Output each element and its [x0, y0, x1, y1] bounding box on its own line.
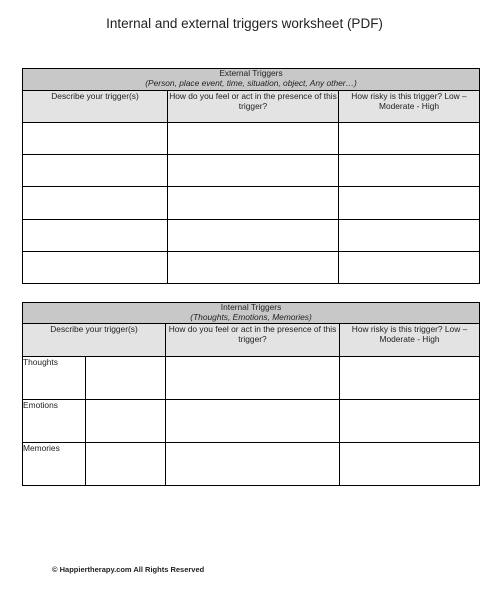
internal-column-headers	[23, 324, 480, 357]
external-describe-cell[interactable]	[23, 123, 168, 155]
footer-copyright: © Happiertherapy.com All Rights Reserved	[52, 565, 205, 574]
external-title-row	[23, 69, 480, 91]
external-feel-cell[interactable]	[168, 220, 339, 252]
internal-risk-cell[interactable]	[340, 443, 480, 486]
external-risk-cell[interactable]	[339, 155, 480, 187]
table-row	[23, 123, 480, 155]
external-feel-cell[interactable]	[168, 252, 339, 284]
internal-describe-cell[interactable]	[86, 400, 166, 443]
internal-col-describe: Describe your trigger(s)	[23, 324, 166, 357]
external-feel-cell[interactable]	[168, 155, 339, 187]
page-title: Internal and external triggers worksheet (PDF)	[106, 16, 383, 31]
external-title-cell	[23, 69, 480, 91]
external-col-feel: How do you feel or act in the presence of this trigger?	[168, 91, 339, 123]
table-row	[23, 443, 480, 486]
internal-triggers-table	[22, 302, 480, 486]
table-row	[23, 400, 480, 443]
internal-subtitle: (Thoughts, Emotions, Memories)	[190, 311, 312, 322]
external-describe-cell[interactable]	[23, 187, 168, 220]
internal-title: Internal Triggers	[220, 302, 282, 312]
external-risk-cell[interactable]	[339, 252, 480, 284]
internal-title-row	[23, 303, 480, 324]
external-column-headers	[23, 91, 480, 123]
internal-title-cell	[23, 303, 480, 324]
external-describe-cell[interactable]	[23, 155, 168, 187]
internal-risk-cell[interactable]	[340, 357, 480, 400]
table-row	[23, 357, 480, 400]
external-risk-cell[interactable]	[339, 220, 480, 252]
row-label-emotions: Emotions	[23, 400, 86, 443]
table-row	[23, 252, 480, 284]
external-col-risk: How risky is this trigger? Low – Moderate - High	[339, 91, 480, 123]
external-subtitle: (Person, place event, time, situation, object, Any other…)	[145, 77, 357, 88]
external-risk-cell[interactable]	[339, 123, 480, 155]
external-feel-cell[interactable]	[168, 187, 339, 220]
internal-feel-cell[interactable]	[166, 443, 340, 486]
internal-risk-cell[interactable]	[340, 400, 480, 443]
external-describe-cell[interactable]	[23, 252, 168, 284]
external-risk-cell[interactable]	[339, 187, 480, 220]
internal-col-feel: How do you feel or act in the presence of this trigger?	[166, 324, 340, 357]
external-col-describe: Describe your trigger(s)	[23, 91, 168, 123]
table-row	[23, 155, 480, 187]
table-row	[23, 220, 480, 252]
row-label-memories: Memories	[23, 443, 86, 486]
internal-feel-cell[interactable]	[166, 400, 340, 443]
internal-col-risk: How risky is this trigger? Low – Moderate - High	[340, 324, 480, 357]
internal-feel-cell[interactable]	[166, 357, 340, 400]
external-describe-cell[interactable]	[23, 220, 168, 252]
external-title: External Triggers	[219, 68, 283, 78]
row-label-thoughts: Thoughts	[23, 357, 86, 400]
table-row	[23, 187, 480, 220]
external-feel-cell[interactable]	[168, 123, 339, 155]
external-triggers-table	[22, 68, 480, 284]
internal-describe-cell[interactable]	[86, 357, 166, 400]
internal-describe-cell[interactable]	[86, 443, 166, 486]
